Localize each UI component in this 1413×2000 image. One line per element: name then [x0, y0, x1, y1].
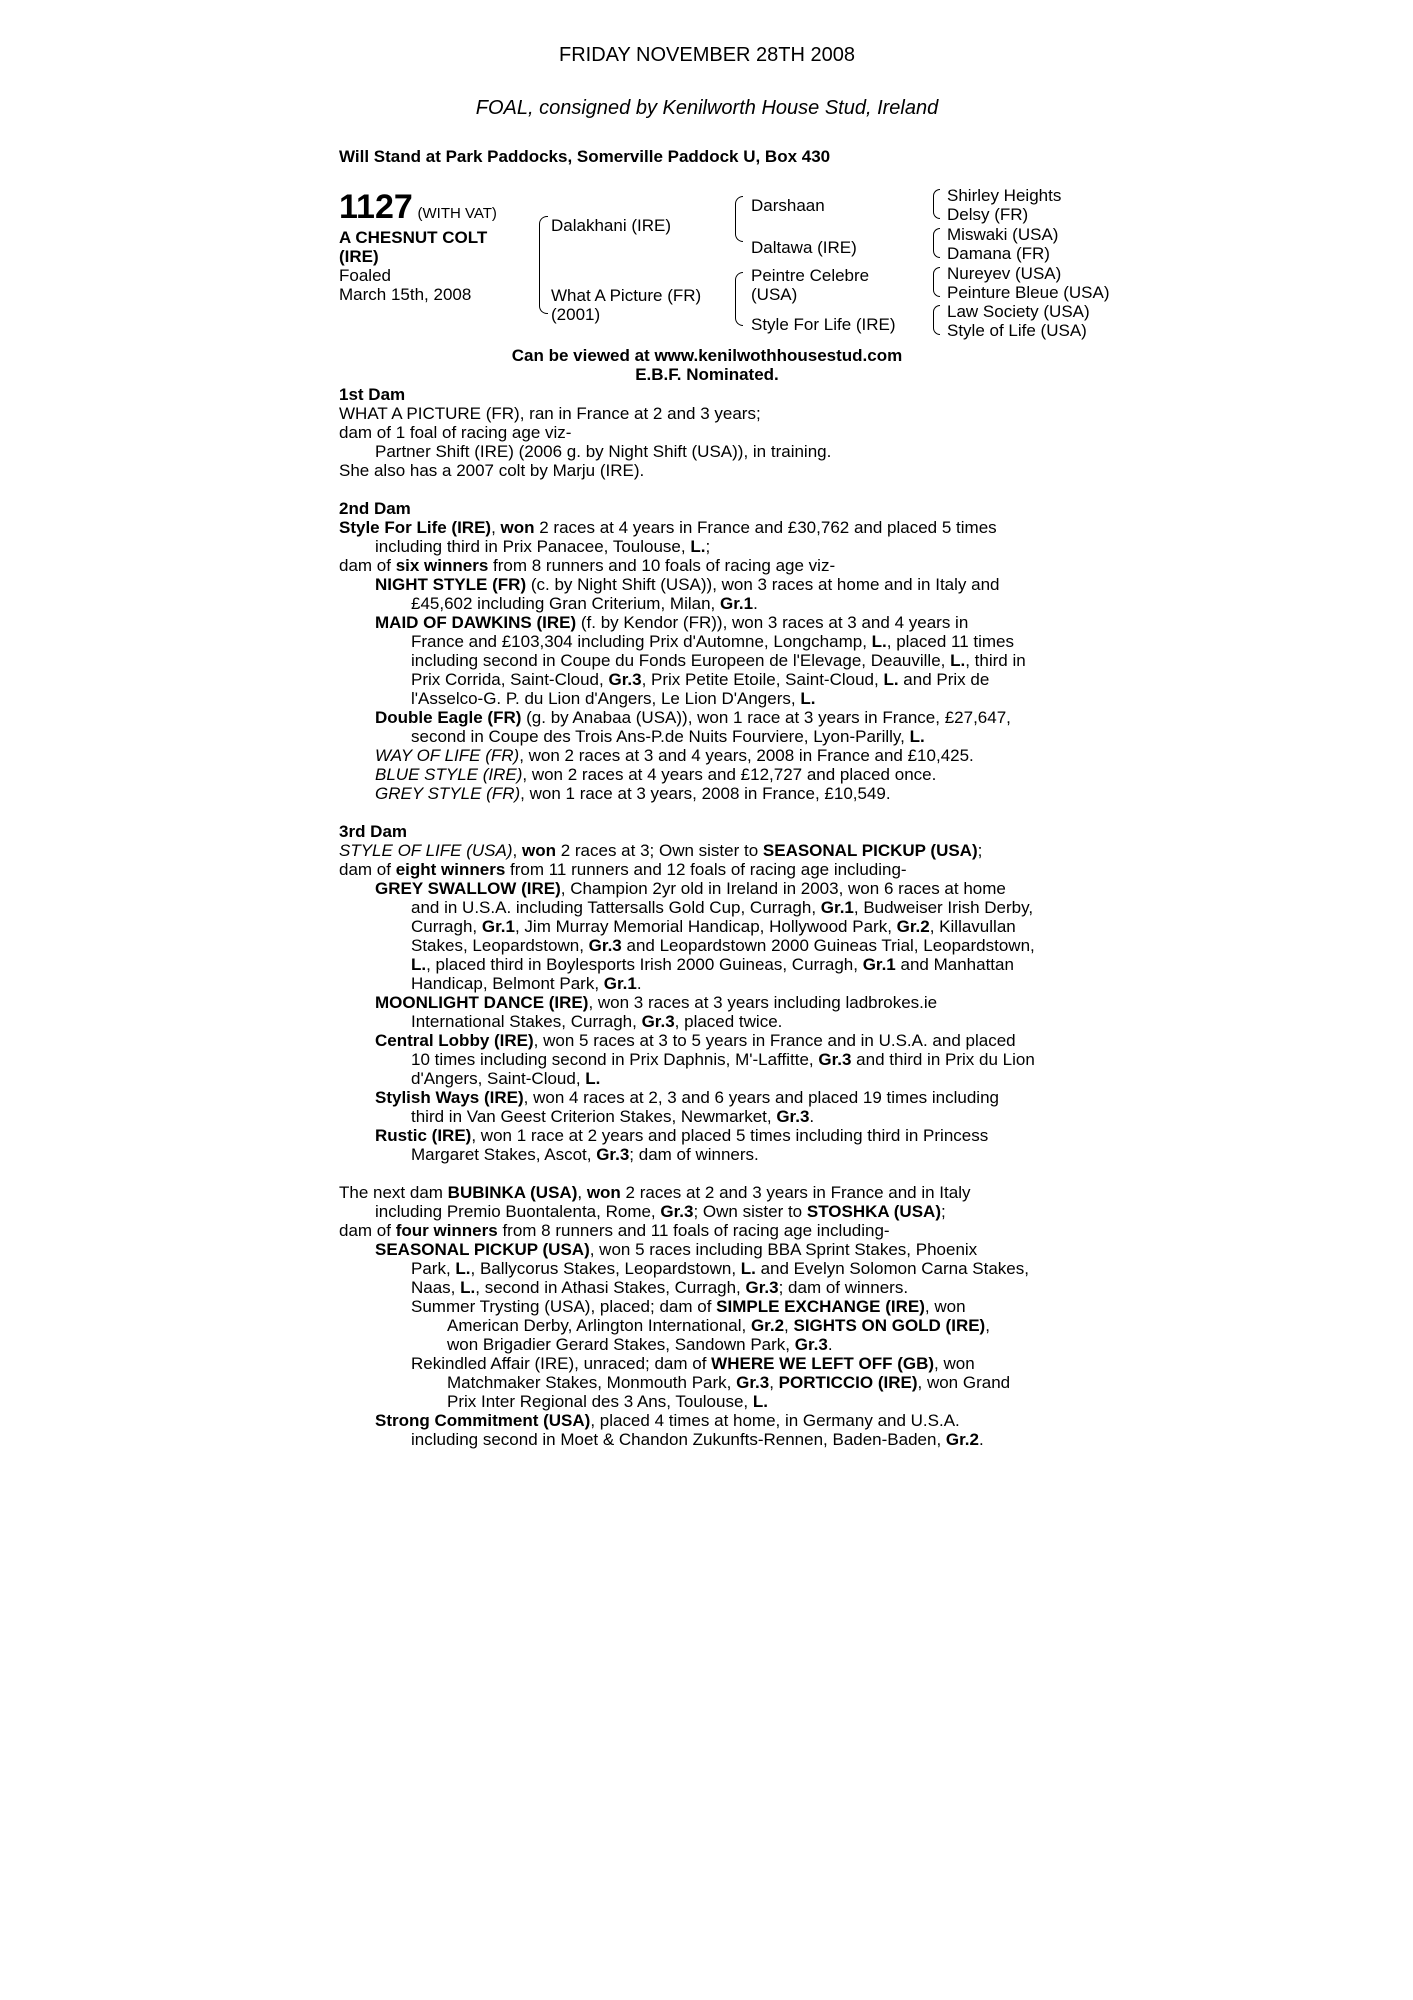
produce-entry: Double Eagle (FR) (g. by Anabaa (USA)), won 1 race at 3 years in France, £27,647, — [375, 708, 1011, 727]
first-dam-line: She also has a 2007 colt by Marju (IRE). — [339, 461, 645, 480]
dam-dam: Style For Life (IRE) — [751, 315, 896, 334]
third-dam-section — [339, 822, 1075, 1164]
produce-entry: WAY OF LIFE (FR), won 2 races at 3 and 4 years, 2008 in France and £10,425. — [375, 746, 974, 765]
lot-number-value: 1127 — [339, 188, 413, 226]
first-dam-line: dam of 1 foal of racing age viz- — [339, 423, 572, 442]
produce-entry: France and £103,304 including Prix d'Automne, Longchamp, L., placed 11 times — [411, 632, 1015, 651]
produce-entry: L., placed third in Boylesports Irish 2000 Guineas, Curragh, Gr.1 and Manhattan — [411, 955, 1014, 974]
ped-dss: Nureyev (USA) — [947, 264, 1062, 283]
third-dam-heading: 3rd Dam — [339, 822, 408, 841]
second-dam-line: dam of six winners from 8 runners and 10 foals of racing age viz- — [339, 556, 836, 575]
produce-entry: MOONLIGHT DANCE (IRE), won 3 races at 3 years including ladbrokes.ie — [375, 993, 938, 1012]
produce-entry: Stakes, Leopardstown, Gr.3 and Leopardstown 2000 Guineas Trial, Leopardstown, — [411, 936, 1035, 955]
horse-name: A CHESNUT COLT — [339, 228, 488, 247]
next-dam-line: dam of four winners from 8 runners and 11 foals of racing age including- — [339, 1221, 890, 1240]
first-dam-produce: Partner Shift (IRE) (2006 g. by Night Shift (USA)), in training. — [375, 442, 832, 461]
produce-entry: Strong Commitment (USA), placed 4 times at home, in Germany and U.S.A. — [375, 1411, 960, 1430]
produce-entry: GREY SWALLOW (IRE), Champion 2yr old in Ireland in 2003, won 6 races at home — [375, 879, 1006, 898]
produce-entry: Park, L., Ballycorus Stakes, Leopardstown, L. and Evelyn Solomon Carna Stakes, — [411, 1259, 1029, 1278]
pedigree-brace — [933, 189, 940, 219]
produce-entry: BLUE STYLE (IRE), won 2 races at 4 years and £12,727 and placed once. — [375, 765, 937, 784]
produce-entry: £45,602 including Gran Criterium, Milan, Gr.1. — [411, 594, 758, 613]
produce-entry: including second in Moet & Chandon Zukunfts-Rennen, Baden-Baden, Gr.2. — [411, 1430, 984, 1449]
first-dam-line: WHAT A PICTURE (FR), ran in France at 2 and 3 years; — [339, 404, 761, 423]
dam-line2: (2001) — [551, 305, 601, 324]
ped-dsd: Peinture Bleue (USA) — [947, 283, 1110, 302]
ped-dds: Law Society (USA) — [947, 302, 1090, 321]
foaled-date: March 15th, 2008 — [339, 285, 472, 304]
lot-number — [339, 190, 497, 224]
pedigree-brace — [735, 272, 743, 326]
produce-entry: and in U.S.A. including Tattersalls Gold Cup, Curragh, Gr.1, Budweiser Irish Derby, — [411, 898, 1034, 917]
ped-sdd: Damana (FR) — [947, 244, 1050, 263]
produce-entry: 10 times including second in Prix Daphnis, M'-Laffitte, Gr.3 and third in Prix du Lion — [411, 1050, 1035, 1069]
pedigree-block — [339, 186, 1110, 346]
second-dam-line: Style For Life (IRE), won 2 races at 4 years in France and £30,762 and placed 5 times — [339, 518, 997, 537]
pedigree-brace — [933, 228, 940, 258]
produce-entry: GREY STYLE (FR), won 1 race at 3 years, 2008 in France, £10,549. — [375, 784, 891, 803]
pedigree-brace — [933, 267, 940, 297]
produce-entry: NIGHT STYLE (FR) (c. by Night Shift (USA)), won 3 races at home and in Italy and — [375, 575, 1000, 594]
produce-entry: l'Asselco-G. P. du Lion d'Angers, Le Lion D'Angers, L. — [411, 689, 816, 708]
dam-sire-line2: (USA) — [751, 285, 798, 304]
produce-entry: Margaret Stakes, Ascot, Gr.3; dam of winners. — [411, 1145, 759, 1164]
viewing-url: Can be viewed at www.kenilwothhousestud.com — [511, 346, 903, 365]
produce-entry: International Stakes, Curragh, Gr.3, placed twice. — [411, 1012, 783, 1031]
produce-entry: Naas, L., second in Athasi Stakes, Curragh, Gr.3; dam of winners. — [411, 1278, 909, 1297]
pedigree-brace — [539, 216, 548, 314]
ped-sds: Miswaki (USA) — [947, 225, 1059, 244]
sire-dam: Daltawa (IRE) — [751, 238, 857, 257]
produce-entry: third in Van Geest Criterion Stakes, Newmarket, Gr.3. — [411, 1107, 815, 1126]
produce-entry: d'Angers, Saint-Cloud, L. — [411, 1069, 601, 1088]
first-dam-heading: 1st Dam — [339, 385, 406, 404]
produce-entry: Summer Trysting (USA), placed; dam of SIMPLE EXCHANGE (IRE), won — [411, 1297, 966, 1316]
stand-location: Will Stand at Park Paddocks, Somerville Paddock U, Box 430 — [339, 147, 831, 166]
produce-entry: Prix Corrida, Saint-Cloud, Gr.3, Prix Petite Etoile, Saint-Cloud, L. and Prix de — [411, 670, 990, 689]
ebf-nomination: E.B.F. Nominated. — [635, 365, 779, 384]
produce-entry: Prix Inter Regional des 3 Ans, Toulouse, L. — [447, 1392, 768, 1411]
next-dam-line: The next dam BUBINKA (USA), won 2 races at 2 and 3 years in France and in Italy — [339, 1183, 971, 1202]
produce-entry: Rekindled Affair (IRE), unraced; dam of WHERE WE LEFT OFF (GB), won — [411, 1354, 975, 1373]
third-dam-line: dam of eight winners from 11 runners and 12 foals of racing age including- — [339, 860, 907, 879]
produce-entry: Curragh, Gr.1, Jim Murray Memorial Handicap, Hollywood Park, Gr.2, Killavullan — [411, 917, 1016, 936]
next-dam-section — [339, 1183, 1075, 1449]
produce-entry: MAID OF DAWKINS (IRE) (f. by Kendor (FR)), won 3 races at 3 and 4 years in — [375, 613, 969, 632]
next-dam-line: including Premio Buontalenta, Rome, Gr.3; Own sister to STOSHKA (USA); — [375, 1202, 946, 1221]
produce-entry: Stylish Ways (IRE), won 4 races at 2, 3 and 6 years and placed 19 times including — [375, 1088, 999, 1107]
second-dam-line: including third in Prix Panacee, Toulouse, L.; — [375, 537, 711, 556]
produce-entry: including second in Coupe du Fonds Europeen de l'Elevage, Deauville, L., third in — [411, 651, 1026, 670]
third-dam-line: STYLE OF LIFE (USA), won 2 races at 3; Own sister to SEASONAL PICKUP (USA); — [339, 841, 983, 860]
horse-description — [339, 228, 529, 266]
consignor-line: FOAL, consigned by Kenilworth House Stud, Ireland — [475, 97, 939, 119]
horse-origin: (IRE) — [339, 247, 379, 266]
vat-note: (WITH VAT) — [417, 205, 497, 222]
ped-ssd: Delsy (FR) — [947, 205, 1029, 224]
foaled-label: Foaled — [339, 266, 391, 285]
dam-line1: What A Picture (FR) — [551, 286, 702, 305]
sale-date: FRIDAY NOVEMBER 28TH 2008 — [558, 44, 856, 66]
dam-sire-line1: Peintre Celebre — [751, 266, 870, 285]
pedigree-brace — [735, 196, 743, 242]
foaled-info — [339, 266, 471, 304]
produce-entry: American Derby, Arlington International, Gr.2, SIGHTS ON GOLD (IRE), — [447, 1316, 990, 1335]
sire-sire: Darshaan — [751, 196, 825, 215]
produce-entry: Matchmaker Stakes, Monmouth Park, Gr.3, PORTICCIO (IRE), won Grand — [447, 1373, 1011, 1392]
sire: Dalakhani (IRE) — [551, 216, 671, 235]
produce-entry: Rustic (IRE), won 1 race at 2 years and placed 5 times including third in Princess — [375, 1126, 989, 1145]
ped-sss: Shirley Heights — [947, 186, 1062, 205]
pedigree-brace — [933, 305, 940, 335]
ped-ddd: Style of Life (USA) — [947, 321, 1087, 340]
first-dam-section — [339, 385, 1075, 480]
produce-entry: Central Lobby (IRE), won 5 races at 3 to 5 years in France and in U.S.A. and placed — [375, 1031, 1016, 1050]
second-dam-heading: 2nd Dam — [339, 499, 411, 518]
produce-entry: Handicap, Belmont Park, Gr.1. — [411, 974, 642, 993]
produce-entry: SEASONAL PICKUP (USA), won 5 races including BBA Sprint Stakes, Phoenix — [375, 1240, 978, 1259]
second-dam-section — [339, 499, 1075, 803]
produce-entry: won Brigadier Gerard Stakes, Sandown Park, Gr.3. — [447, 1335, 833, 1354]
produce-entry: second in Coupe des Trois Ans-P.de Nuits Fourviere, Lyon-Parilly, L. — [411, 727, 925, 746]
